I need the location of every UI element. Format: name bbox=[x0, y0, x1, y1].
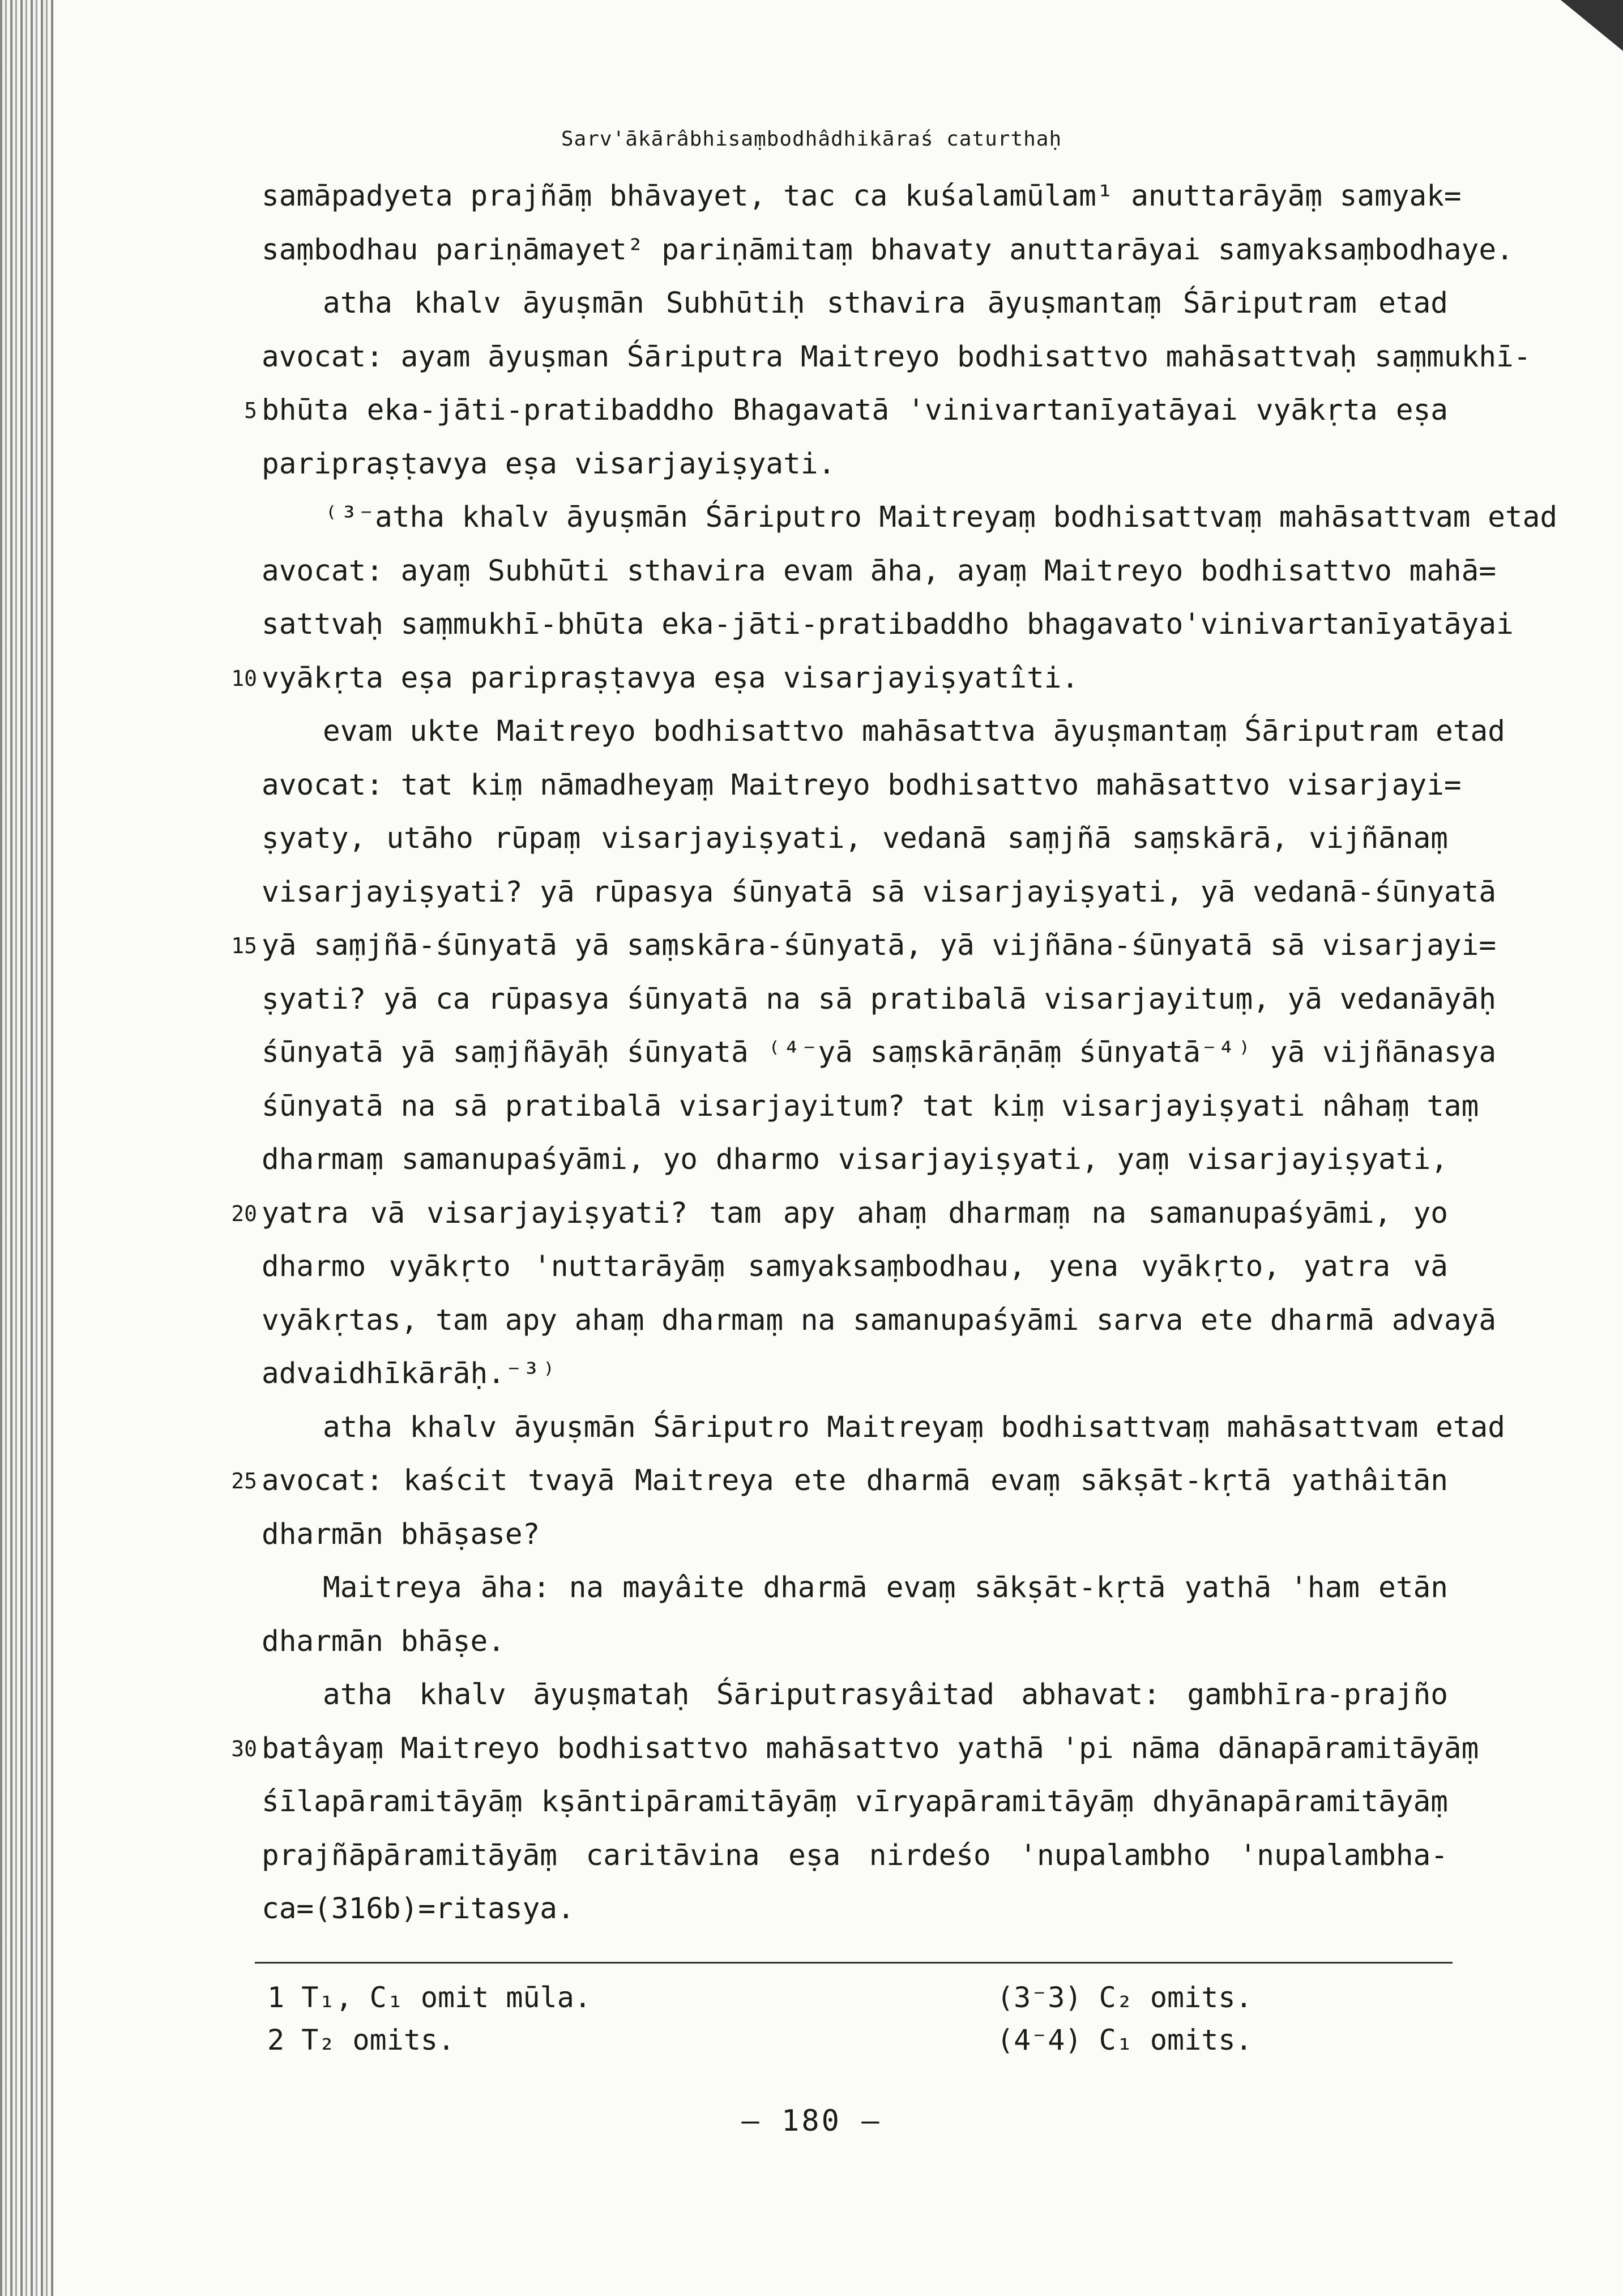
text-line: atha khalv āyuṣmataḥ Śāriputrasyâitad abhavat: gambhīra-prajño bbox=[323, 1678, 1448, 1712]
text-line: vyākṛtas, tam apy ahaṃ dharmaṃ na samanupaśyāmi sarva ete dharmā advayā bbox=[262, 1304, 1497, 1337]
running-header: Sarv'ākārâbhisaṃbodhâdhikāraś caturthaḥ bbox=[561, 127, 1062, 151]
text-line: prajñāpāramitāyāṃ caritāvina eṣa nirdeśo 'nupalambho 'nupalambha- bbox=[262, 1839, 1448, 1872]
text-line: ⁽³⁻atha khalv āyuṣmān Śāriputro Maitreyaṃ bodhisattvaṃ mahāsattvam etad bbox=[323, 501, 1558, 534]
text-line: batâyaṃ Maitreyo bodhisattvo mahāsattvo yathā 'pi nāma dānapāramitāyāṃ bbox=[262, 1732, 1479, 1765]
text-line: avocat: kaścit tvayā Maitreya ete dharmā evaṃ sākṣāt-kṛtā yathâitān bbox=[262, 1464, 1448, 1497]
text-line: bhūta eka-jāti-pratibaddho Bhagavatā 'vinivartanīyatāyai vyākṛta eṣa bbox=[262, 394, 1448, 427]
text-line: evam ukte Maitreyo bodhisattvo mahāsattva āyuṣmantaṃ Śāriputram etad bbox=[323, 715, 1505, 748]
line-number: 5 bbox=[244, 398, 257, 423]
text-line: ṣyaty, utāho rūpaṃ visarjayiṣyati, vedanā saṃjñā saṃskārā, vijñānaṃ bbox=[262, 822, 1448, 855]
text-line: śūnyatā yā saṃjñāyāḥ śūnyatā ⁽⁴⁻yā saṃskārāṇāṃ śūnyatā⁻⁴⁾ yā vijñānasya bbox=[262, 1036, 1497, 1069]
text-line: paripraṣṭavya eṣa visarjayiṣyati. bbox=[262, 447, 836, 481]
footnote-rule bbox=[255, 1962, 1453, 1964]
footnote-3-3: (3⁻3) C₂ omits. bbox=[997, 1981, 1253, 2014]
page-number: — 180 — bbox=[741, 2104, 882, 2138]
text-line: visarjayiṣyati? yā rūpasya śūnyatā sā visarjayiṣyati, yā vedanā-śūnyatā bbox=[262, 876, 1497, 909]
text-line: vyākṛta eṣa paripraṣṭavya eṣa visarjayiṣyatîti. bbox=[262, 662, 1079, 695]
text-line: dharmo vyākṛto 'nuttarāyāṃ samyaksaṃbodhau, yena vyākṛto, yatra vā bbox=[262, 1250, 1448, 1283]
text-line: dharmān bhāṣe. bbox=[262, 1625, 505, 1658]
text-line: śīlapāramitāyāṃ kṣāntipāramitāyāṃ vīryapāramitāyāṃ dhyānapāramitāyāṃ bbox=[262, 1785, 1448, 1819]
line-number: 20 bbox=[231, 1201, 257, 1226]
text-line: yā saṃjñā-śūnyatā yā saṃskāra-śūnyatā, yā vijñāna-śūnyatā sā visarjayi= bbox=[262, 929, 1497, 962]
text-line: avocat: ayam āyuṣman Śāriputra Maitreyo bodhisattvo mahāsattvaḥ saṃmukhī- bbox=[262, 340, 1531, 374]
text-line: atha khalv āyuṣmān Subhūtiḥ sthavira āyuṣmantaṃ Śāriputram etad bbox=[323, 287, 1448, 320]
text-line: avocat: tat kiṃ nāmadheyaṃ Maitreyo bodhisattvo mahāsattvo visarjayi= bbox=[262, 769, 1462, 802]
footnote-2: 2 T₂ omits. bbox=[267, 2024, 455, 2056]
line-number: 10 bbox=[231, 666, 257, 691]
text-line: Maitreya āha: na mayâite dharmā evaṃ sākṣāt-kṛtā yathā 'ham etān bbox=[323, 1571, 1448, 1604]
text-line: dharmān bhāṣase? bbox=[262, 1518, 540, 1551]
text-line: avocat: ayaṃ Subhūti sthavira evam āha, ayaṃ Maitreyo bodhisattvo mahā= bbox=[262, 554, 1497, 588]
text-line: dharmaṃ samanupaśyāmi, yo dharmo visarjayiṣyati, yaṃ visarjayiṣyati, bbox=[262, 1143, 1448, 1176]
text-line: sattvaḥ saṃmukhī-bhūta eka-jāti-pratibaddho bhagavato'vinivartanīyatāyai bbox=[262, 608, 1514, 641]
text-line: atha khalv āyuṣmān Śāriputro Maitreyaṃ bodhisattvaṃ mahāsattvam etad bbox=[323, 1411, 1505, 1444]
text-line: samāpadyeta prajñāṃ bhāvayet, tac ca kuśalamūlam¹ anuttarāyāṃ samyak= bbox=[262, 180, 1462, 213]
line-number: 15 bbox=[231, 933, 257, 958]
line-number: 25 bbox=[231, 1469, 257, 1493]
text-line: advaidhīkārāḥ.⁻³⁾ bbox=[262, 1357, 557, 1390]
text-line: ca=(316b)=ritasya. bbox=[262, 1892, 575, 1926]
text-line: saṃbodhau pariṇāmayet² pariṇāmitaṃ bhavaty anuttarāyai samyaksaṃbodhaye. bbox=[262, 233, 1514, 267]
line-number: 30 bbox=[231, 1736, 257, 1761]
footnote-4-4: (4⁻4) C₁ omits. bbox=[997, 2024, 1253, 2056]
footnote-1: 1 T₁, C₁ omit mūla. bbox=[267, 1981, 591, 2014]
text-line: śūnyatā na sā pratibalā visarjayitum? tat kiṃ visarjayiṣyati nâhaṃ taṃ bbox=[262, 1090, 1479, 1123]
text-line: yatra vā visarjayiṣyati? tam apy ahaṃ dharmaṃ na samanupaśyāmi, yo bbox=[262, 1197, 1448, 1230]
text-line: ṣyati? yā ca rūpasya śūnyatā na sā pratibalā visarjayituṃ, yā vedanāyāḥ bbox=[262, 983, 1497, 1016]
